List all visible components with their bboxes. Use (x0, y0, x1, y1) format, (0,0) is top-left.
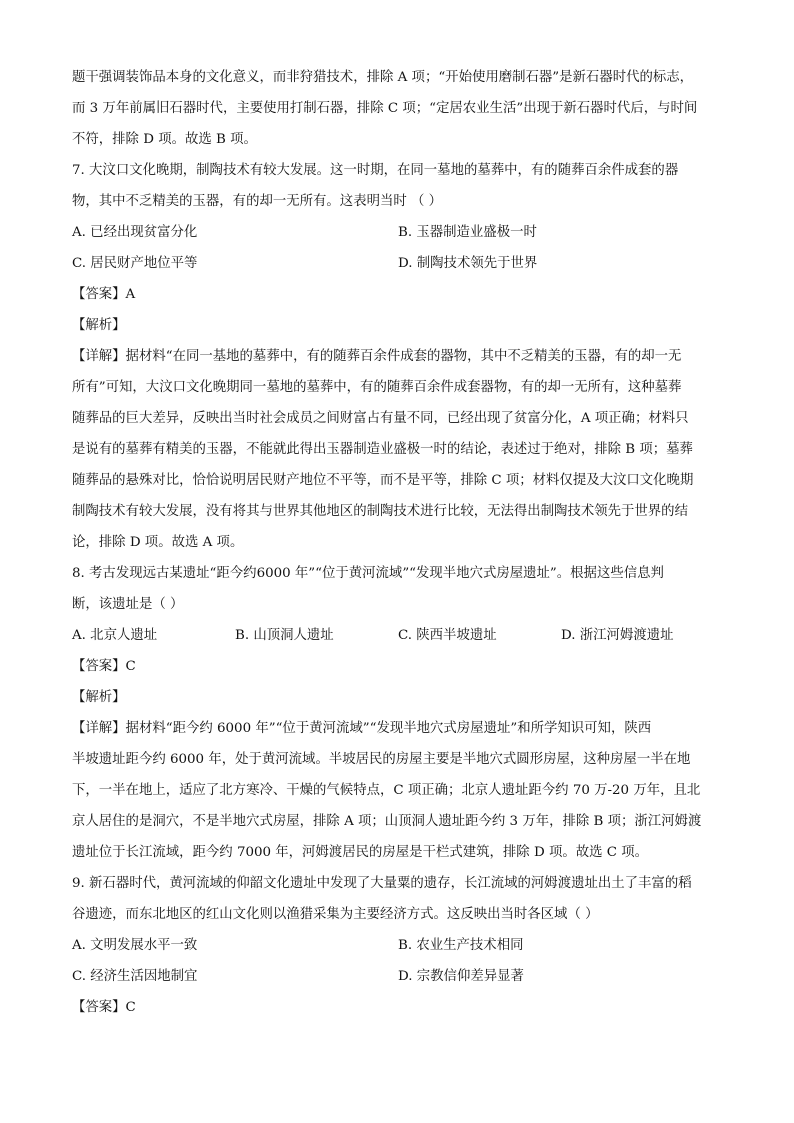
analysis-label: 【解析】 (72, 690, 126, 705)
option-c: C. 居民财产地位平等 (72, 256, 198, 271)
option-b: B. 山顶洞人遗址 (235, 628, 334, 643)
option-d: D. 浙江河姆渡遗址 (561, 628, 674, 643)
previous-explanation (72, 62, 724, 155)
option-a: A. 文明发展水平一致 (72, 938, 198, 953)
detail-line: 所有”可知，大汶口文化晚期同一墓地的墓葬中，有的随葬百余件成套器物，有的却一无所有，这种墓葬 (72, 380, 682, 395)
exam-page (72, 62, 724, 1023)
text-line: 不符，排除 D 项。故选 B 项。 (72, 132, 257, 147)
option-row (72, 961, 724, 992)
option-row (72, 217, 724, 248)
option-c: C. 经济生活因地制宜 (72, 969, 198, 984)
option-a: A. 北京人遗址 (72, 628, 158, 643)
option-b: B. 玉器制造业盛极一时 (398, 225, 537, 240)
option-a: A. 已经出现贫富分化 (72, 225, 198, 240)
text-line: 而 3 万年前属旧石器时代，主要使用打制石器，排除 C 项；“定居农业生活”出现于新石器时代后，与时间 (72, 101, 698, 116)
option-row (72, 930, 724, 961)
answer-label: 【答案】C (72, 1000, 136, 1015)
question-7 (72, 155, 724, 558)
option-row (72, 248, 724, 279)
text-line: 题干强调装饰品本身的文化意义，而非狩猎技术，排除 A 项；“开始使用磨制石器”是新石器时代的标志， (72, 70, 694, 85)
detail-line: 是说有的墓葬有精美的玉器，不能就此得出玉器制造业盛极一时的结论，表述过于绝对，排除 B 项；墓葬 (72, 442, 693, 457)
option-b: B. 农业生产技术相同 (398, 938, 524, 953)
option-d: D. 宗教信仰差异显著 (398, 969, 524, 984)
detail-line: 论，排除 D 项。故选 A 项。 (72, 535, 244, 550)
answer-label: 【答案】A (72, 287, 136, 302)
question-stem: 断，该遗址是（ ） (72, 597, 184, 612)
question-8 (72, 558, 724, 868)
detail-line: 随葬品的悬殊对比，恰恰说明居民财产地位不平等，而不是平等，排除 C 项；材料仅提及大汶口文化晚期 (72, 473, 694, 488)
question-stem: 8. 考古发现远古某遗址“距今约6000 年”“位于黄河流域”“发现半地穴式房屋遗址”。根据这些信息判 (72, 566, 664, 581)
question-stem: 9. 新石器时代，黄河流域的仰韶文化遗址中发现了大量粟的遗存，长江流域的河姆渡遗址出土了丰富的稻 (72, 876, 692, 891)
question-stem: 7. 大汶口文化晚期，制陶技术有较大发展。这一时期，在同一墓地的墓葬中，有的随葬百余件成套的器 (72, 163, 679, 178)
detail-line: 半坡遗址距今约 6000 年，处于黄河流域。半坡居民的房屋主要是半地穴式圆形房屋，这种房屋一半在地 (72, 752, 691, 767)
detail-line: 【详解】据材料“在同一基地的墓葬中，有的随葬百余件成套的器物，其中不乏精美的玉器，有的却一无 (72, 349, 682, 364)
question-stem: 物，其中不乏精美的玉器，有的却一无所有。这表明当时 （ ） (72, 194, 443, 209)
detail-line: 【详解】据材料“距今约 6000 年”“位于黄河流域”“发现半地穴式房屋遗址”和所学知识可知，陕西 (72, 721, 652, 736)
detail-line: 制陶技术有较大发展，没有将其与世界其他地区的制陶技术进行比较，无法得出制陶技术领先于世界的结 (72, 504, 688, 519)
option-d: D. 制陶技术领先于世界 (398, 256, 538, 271)
analysis-label: 【解析】 (72, 318, 126, 333)
answer-label: 【答案】C (72, 659, 136, 674)
option-c: C. 陕西半坡遗址 (398, 628, 497, 643)
option-row (72, 620, 724, 651)
question-9 (72, 868, 724, 1023)
detail-line: 京人居住的是洞穴，不是半地穴式房屋，排除 A 项；山顶洞人遗址距今约 3 万年，排除 B 项；浙江河姆渡 (72, 814, 702, 829)
question-stem: 谷遗迹，而东北地区的红山文化则以渔猎采集为主要经济方式。这反映出当时各区域（ ） (72, 907, 599, 922)
detail-line: 下，一半在地上，适应了北方寒冷、干燥的气候特点，C 项正确；北京人遗址距今约 70 万-20 万年，且北 (72, 783, 701, 798)
detail-line: 随葬品的巨大差异，反映出当时社会成员之间财富占有量不同，已经出现了贫富分化，A 项正确；材料只 (72, 411, 689, 426)
detail-line: 遗址位于长江流域，距今约 7000 年，河姆渡居民的房屋是干栏式建筑，排除 D 项。故选 C 项。 (72, 845, 649, 860)
